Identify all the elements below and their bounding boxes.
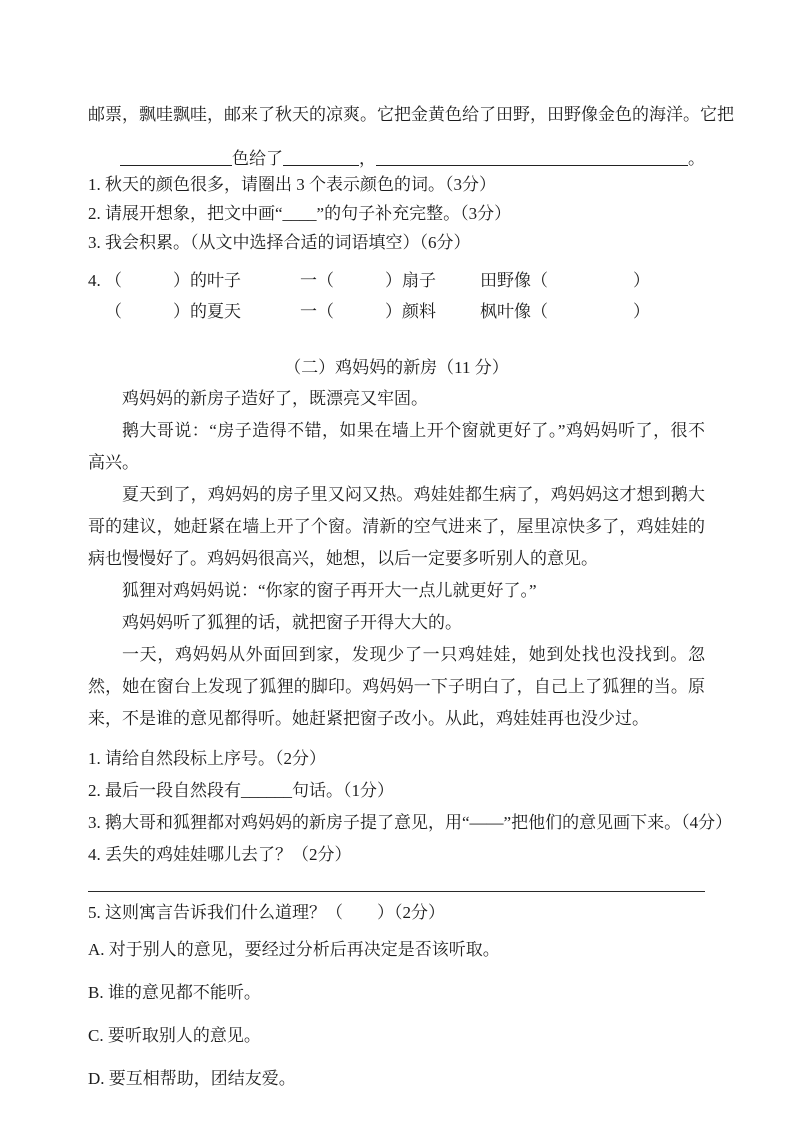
s2-paragraph-1: 鸡妈妈的新房子造好了，既漂亮又牢固。: [122, 389, 428, 408]
fill-text-period: 。: [688, 149, 705, 168]
section1-reading: [88, 96, 734, 327]
s2-question-4: 4. 丢失的鸡娃娃哪儿去了？（2分）: [88, 845, 352, 864]
fill-blank-object: [283, 165, 359, 166]
s2-question-3: 3. 鹅大哥和狐狸都对鸡妈妈的新房子提了意见，用“——”把他们的意见画下来。（4分）: [88, 813, 733, 832]
q4-fill-item: 田野像（ ）: [480, 271, 650, 290]
option-d: D. 要互相帮助，团结友爱。: [88, 1069, 296, 1088]
s2-paragraph-3: 夏天到了，鸡妈妈的房子里又闷又热。鸡娃娃都生病了，鸡妈妈这才想到鹅大哥的建议，她赶紧在墙上开了个窗。清新的空气进来了，屋里凉快多了，鸡娃娃的病也慢慢好了。鸡妈妈很高兴，她想，以后一定要多听别人的意见。: [88, 485, 705, 568]
s2-paragraph-2: 鹅大哥说：“房子造得不错，如果在墙上开个窗就更好了。”鸡妈妈听了，很不高兴。: [88, 421, 705, 472]
fill-text-gave: 色给了: [232, 149, 283, 168]
passage-fill-blank-line: [88, 133, 705, 170]
s2-paragraph-4: 狐狸对鸡妈妈说：“你家的窗子再开大一点儿就更好了。”: [122, 581, 537, 600]
question5-block: [88, 898, 705, 1100]
q4-fill-item: 一（ ）扇子: [300, 271, 436, 290]
section-divider-line: [88, 891, 705, 892]
s2-question-5: 5. 这则寓言告诉我们什么道理？（ ）（2分）: [88, 903, 445, 922]
option-c: C. 要听取别人的意见。: [88, 1026, 261, 1045]
passage-text-line: 邮票，飘哇飘哇，邮来了秋天的凉爽。它把金黄色给了田野，田野像金色的海洋。它把: [88, 105, 734, 124]
s1-question-4-row2: [88, 296, 705, 327]
q4-fill-item: （ ）的夏天: [105, 302, 241, 321]
option-b: B. 谁的意见都不能听。: [88, 983, 261, 1002]
section2-questions: [88, 743, 733, 871]
s1-question-2: 2. 请展开想象，把文中画“____”的句子补充完整。（3分）: [88, 204, 512, 223]
q4-fill-item: 一（ ）颜料: [300, 302, 436, 321]
section2-title: （二）鸡妈妈的新房（11 分）: [284, 358, 509, 377]
option-a: A. 对于别人的意见，要经过分析后再决定是否该听取。: [88, 940, 500, 959]
s2-question-2: 2. 最后一段自然段有______句话。（1分）: [88, 781, 394, 800]
s1-question-1: 1. 秋天的颜色很多，请圈出 3 个表示颜色的词。（3分）: [88, 175, 496, 194]
s2-paragraph-5: 鸡妈妈听了狐狸的话，就把窗子开得大大的。: [122, 613, 462, 632]
fill-blank-color: [120, 165, 232, 166]
fill-blank-sentence: [376, 165, 688, 166]
q4-fill-item: 4. （ ）的叶子: [88, 271, 241, 290]
s1-question-4-row1: [88, 265, 705, 296]
q4-fill-item: 枫叶像（ ）: [480, 302, 650, 321]
fill-text-comma: ，: [359, 149, 376, 168]
s1-question-3: 3. 我会积累。（从文中选择合适的词语填空）（6分）: [88, 233, 471, 252]
section2-reading: [88, 353, 733, 871]
s2-paragraph-6: 一天，鸡妈妈从外面回到家，发现少了一只鸡娃娃，她到处找也没找到。忽然，她在窗台上发现了狐狸的脚印。鸡妈妈一下子明白了，自己上了狐狸的当。原来，不是谁的意见都得听。她赶紧把窗子改小。从此，鸡娃娃再也没少过。: [88, 645, 705, 728]
s2-question-1: 1. 请给自然段标上序号。（2分）: [88, 749, 326, 768]
